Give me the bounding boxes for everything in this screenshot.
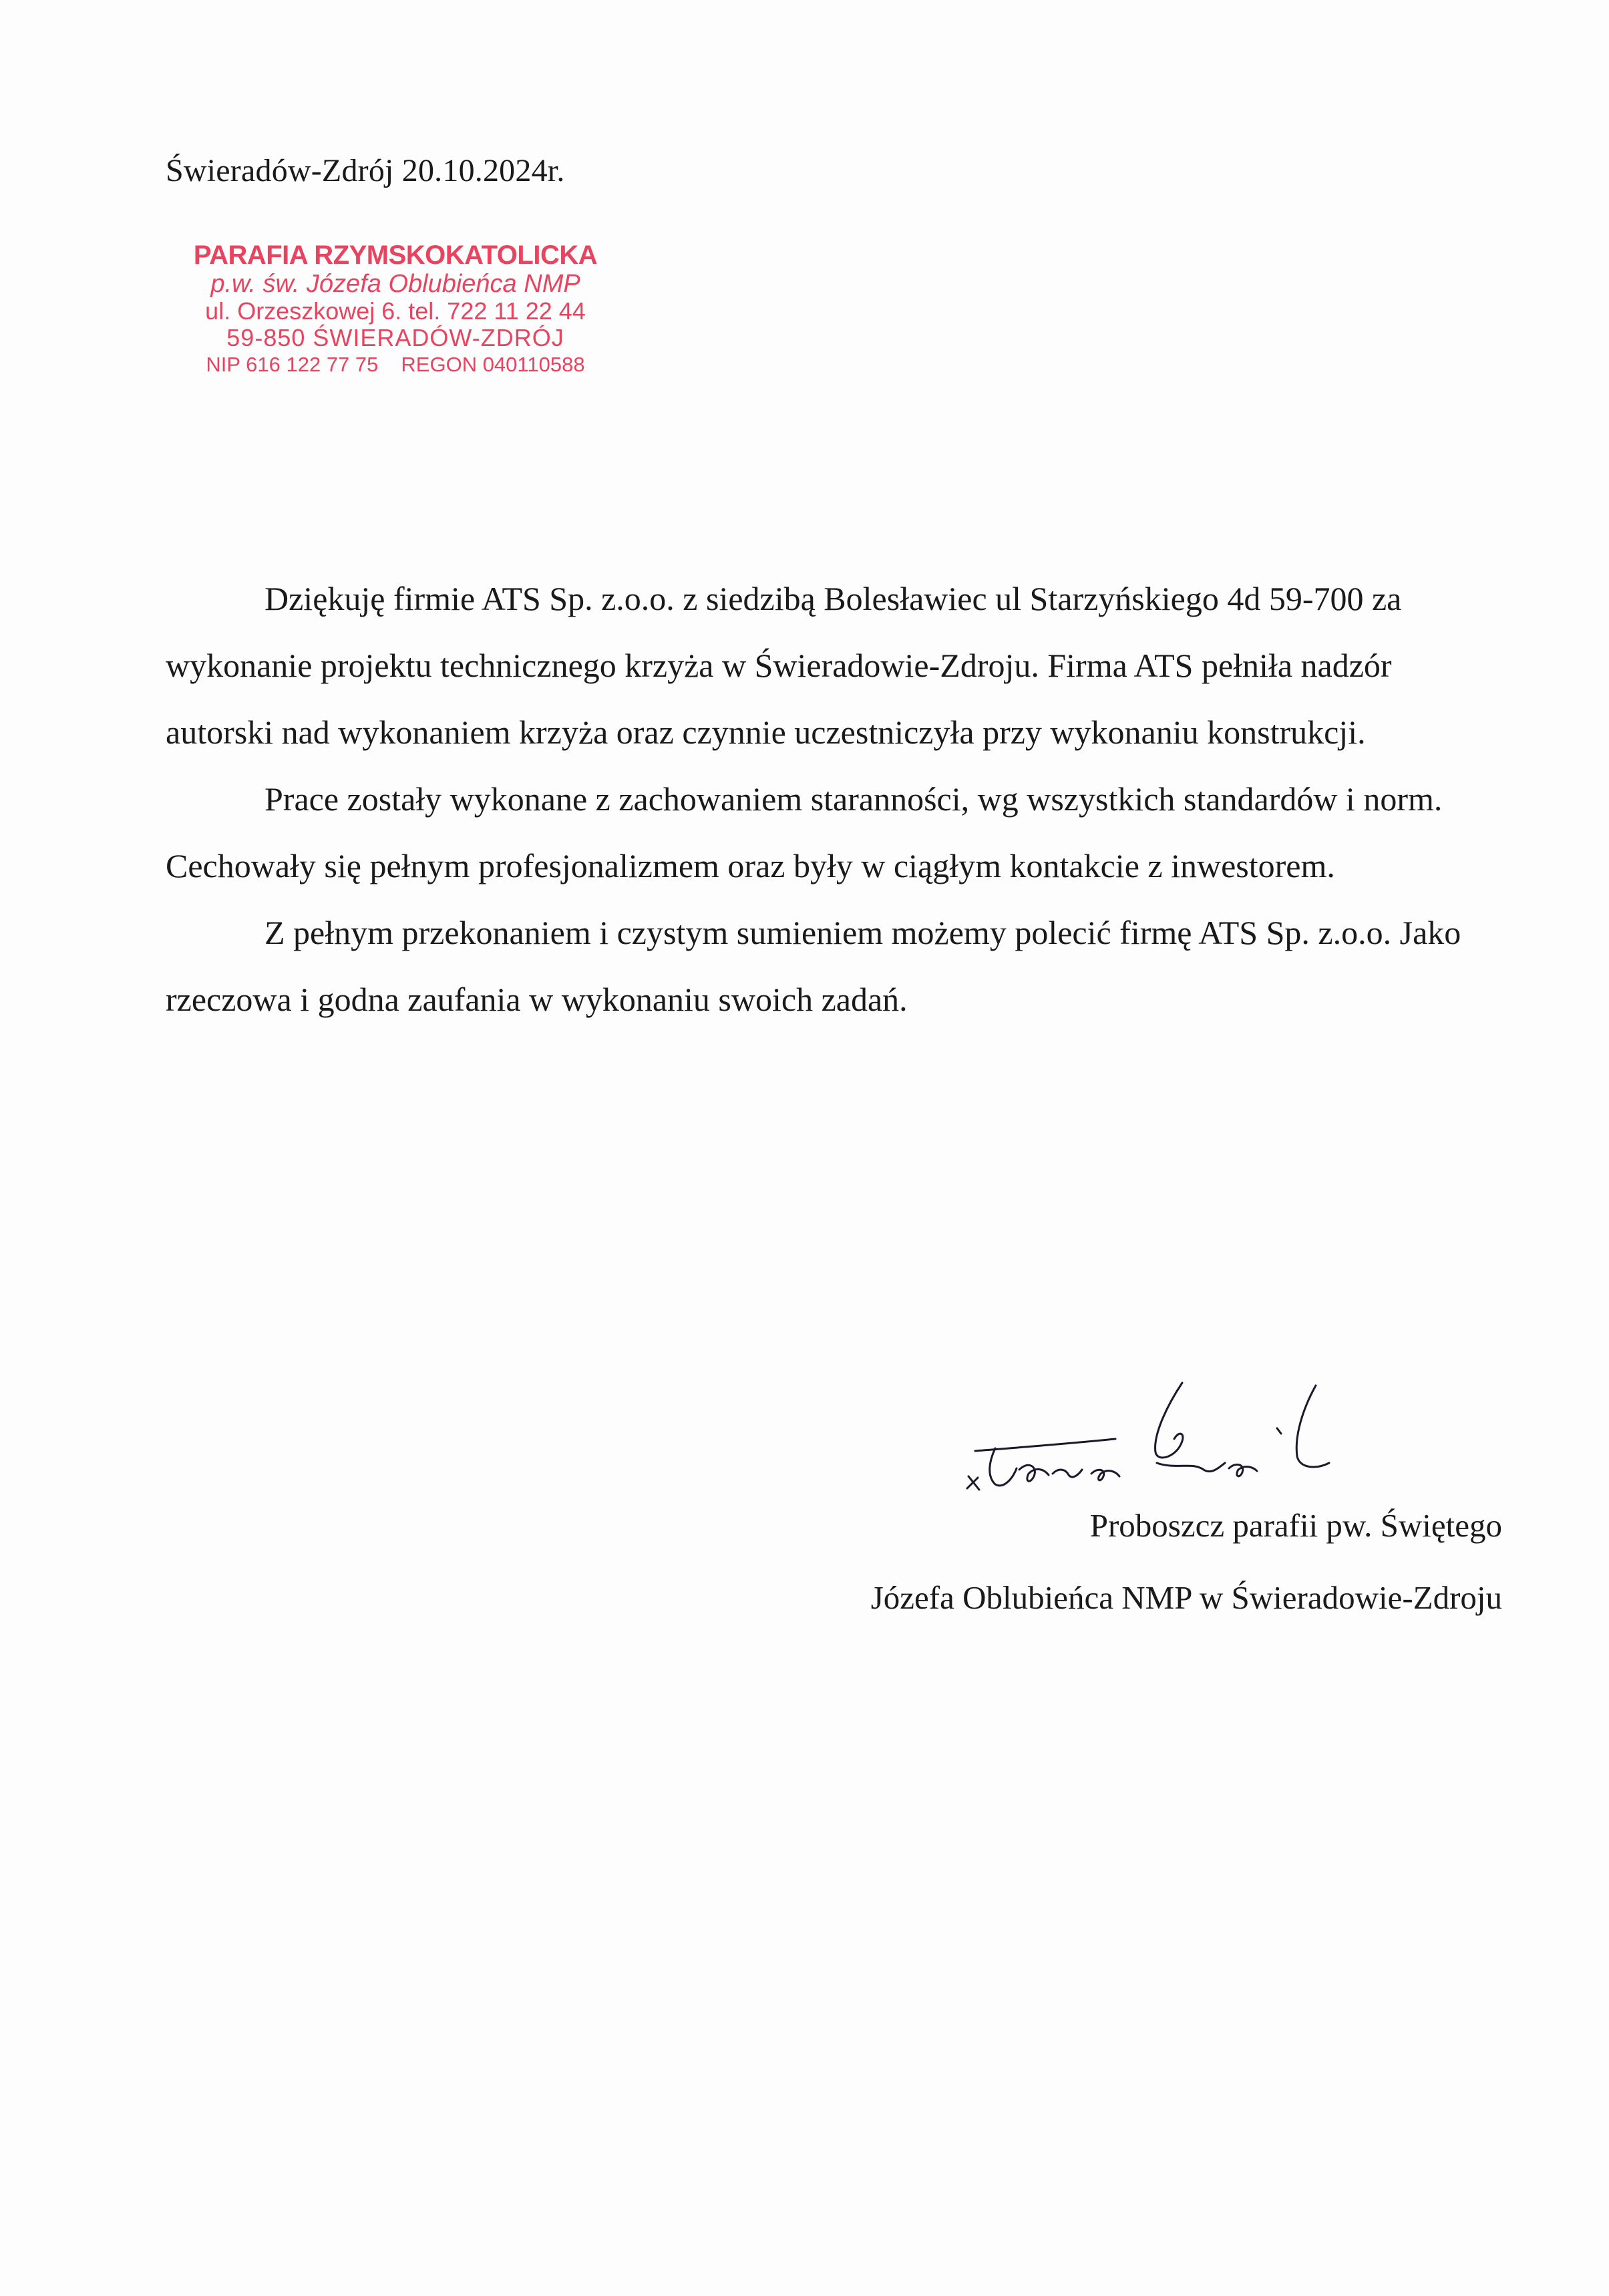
paragraph: Prace zostały wykonane z zachowaniem staranności, wg wszystkich standardów i norm. Cechowały się pełnym profesjonalizmem oraz były w ciągłym kontakcie z inwestorem. bbox=[166, 780, 1443, 884]
place-date: Świeradów-Zdrój 20.10.2024r. bbox=[166, 153, 565, 188]
letter-body bbox=[166, 565, 1501, 1033]
paragraph: Z pełnym przekonaniem i czystym sumieniem możemy polecić firmę ATS Sp. z.o.o. Jako rzeczowa i godna zaufania w wykonaniu swoich zadań. bbox=[166, 914, 1461, 1018]
parish-stamp bbox=[175, 242, 616, 375]
stamp-line-patron: p.w. św. Józefa Oblubieńca NMP bbox=[210, 270, 580, 298]
stamp-line-parish: PARAFIA RZYMSKOKATOLICKA bbox=[193, 240, 598, 270]
paragraph: Dziękuję firmie ATS Sp. z.o.o. z siedzibą Bolesławiec ul Starzyńskiego 4d 59-700 za wykonanie projektu technicznego krzyża w Świeradowie-Zdroju. Firma ATS pełniła nadzór autorski nad wykonaniem krzyża oraz czynnie uczestniczyła przy wykonaniu konstrukcji. bbox=[166, 580, 1402, 751]
stamp-line-address: ul. Orzeszkowej 6. tel. 722 11 22 44 bbox=[205, 297, 586, 325]
signatory-title: Proboszcz parafii pw. Świętego bbox=[1089, 1507, 1502, 1544]
stamp-regon: REGON 040110588 bbox=[401, 353, 585, 376]
stamp-line-ids bbox=[175, 354, 616, 375]
signatory-block bbox=[701, 1490, 1502, 1634]
signatory-parish: Józefa Oblubieńca NMP w Świeradowie-Zdroju bbox=[870, 1579, 1502, 1616]
stamp-line-city: 59-850 ŚWIERADÓW-ZDRÓJ bbox=[226, 324, 564, 351]
signature-drawing bbox=[955, 1369, 1356, 1503]
handwritten-signature bbox=[955, 1369, 1356, 1503]
stamp-nip: NIP 616 122 77 75 bbox=[206, 353, 379, 376]
